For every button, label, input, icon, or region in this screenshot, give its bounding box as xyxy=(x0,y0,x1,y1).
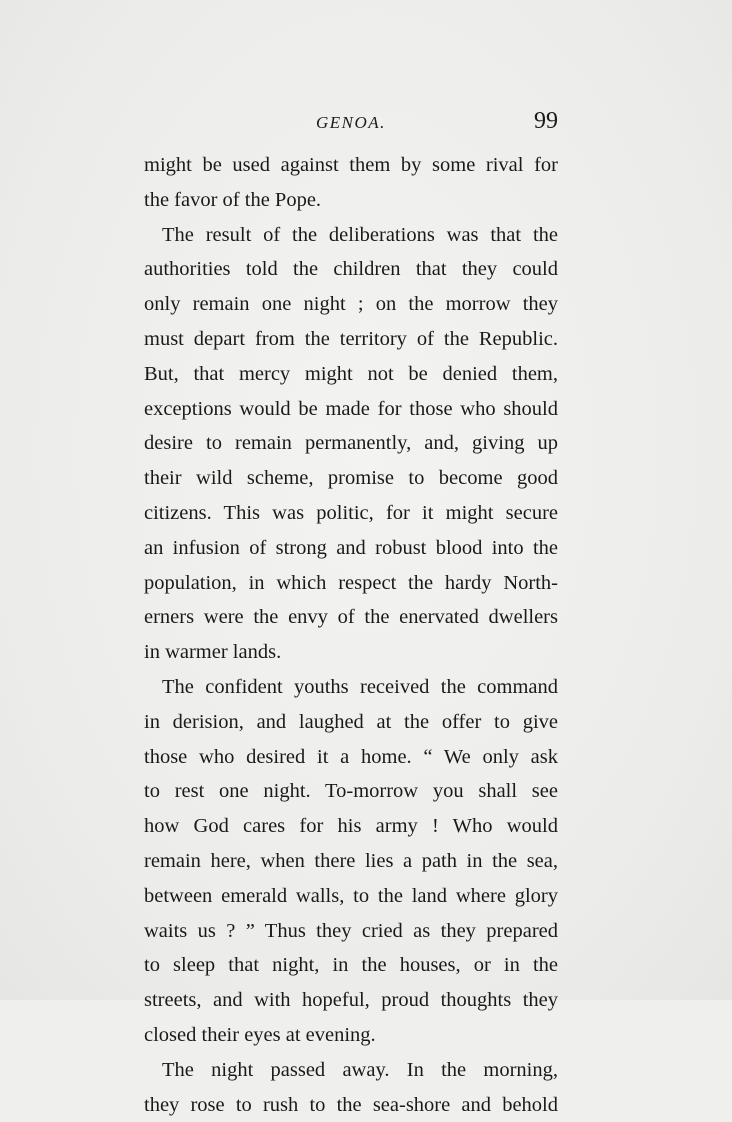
text-line: desire to remain permanently, and, giving up xyxy=(144,432,558,455)
text-line: exceptions would be made for those who should xyxy=(144,397,558,420)
text-line: streets, and with hopeful, proud thoughts they xyxy=(144,989,558,1012)
text-line: population, in which respect the hardy North- xyxy=(144,571,558,594)
text-line: to sleep that night, in the houses, or in the xyxy=(144,954,558,977)
text-line: an infusion of strong and robust blood into the xyxy=(144,536,558,559)
text-line: remain here, when there lies a path in the sea, xyxy=(144,849,558,872)
text-line: those who desired it a home. “ We only ask xyxy=(144,745,558,768)
text-line: how God cares for his army ! Who would xyxy=(144,815,558,838)
text-line: their wild scheme, promise to become good xyxy=(144,467,558,490)
text-line: The night passed away. In the morning, xyxy=(162,1058,558,1081)
text-line: authorities told the children that they could xyxy=(144,258,558,281)
text-line: The confident youths received the command xyxy=(162,675,558,698)
text-line: the favor of the Pope. xyxy=(144,188,322,211)
text-line: But, that mercy might not be denied them, xyxy=(144,362,558,385)
text-line: citizens. This was politic, for it might secure xyxy=(144,501,558,524)
body-text xyxy=(144,148,558,1122)
text-line: must depart from the territory of the Republic. xyxy=(144,327,558,350)
text-line: erners were the envy of the enervated dwellers xyxy=(144,606,558,629)
text-line: might be used against them by some rival for xyxy=(144,154,558,176)
text-line: they rose to rush to the sea-shore and behold xyxy=(144,1093,558,1116)
running-head: GENOA. xyxy=(316,113,386,132)
page-number: 99 xyxy=(534,108,558,134)
text-line: to rest one night. To-morrow you shall see xyxy=(144,780,558,803)
text-line: The result of the deliberations was that the xyxy=(162,223,558,246)
text-line: in warmer lands. xyxy=(144,641,282,664)
text-line: only remain one night ; on the morrow they xyxy=(144,293,558,316)
text-line: between emerald walls, to the land where glory xyxy=(144,884,558,907)
text-line: in derision, and laughed at the offer to give xyxy=(144,710,558,733)
text-line: closed their eyes at evening. xyxy=(144,1023,376,1046)
page-header xyxy=(144,108,558,143)
text-line: waits us ? ” Thus they cried as they prepared xyxy=(144,919,558,942)
